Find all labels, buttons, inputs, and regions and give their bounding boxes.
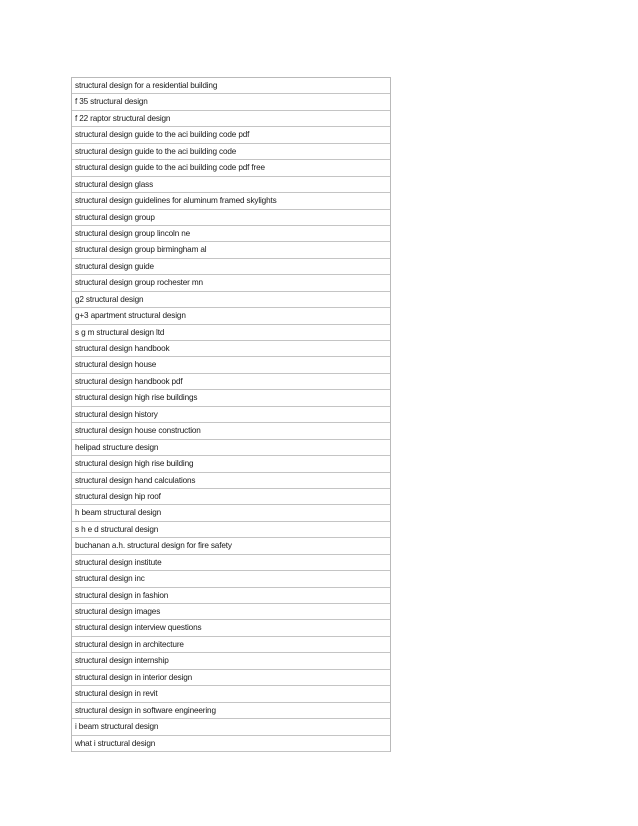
table-row: helipad structure design — [72, 440, 390, 456]
table-row: structural design glass — [72, 177, 390, 193]
table-row: buchanan a.h. structural design for fire safety — [72, 538, 390, 554]
table-row: structural design guide to the aci building code pdf free — [72, 160, 390, 176]
table-row: what i structural design — [72, 736, 390, 752]
table-row: structural design hip roof — [72, 489, 390, 505]
table-row: f 22 raptor structural design — [72, 111, 390, 127]
table-row: structural design inc — [72, 571, 390, 587]
table-row: structural design institute — [72, 555, 390, 571]
table-row: structural design in architecture — [72, 637, 390, 653]
table-row: structural design in fashion — [72, 588, 390, 604]
table-row: structural design guide to the aci building code pdf — [72, 127, 390, 143]
table-row: structural design group lincoln ne — [72, 226, 390, 242]
table-row: structural design high rise building — [72, 456, 390, 472]
table-row: structural design in software engineering — [72, 703, 390, 719]
table-row: structural design history — [72, 407, 390, 423]
table-row: structural design for a residential building — [72, 78, 390, 94]
table-row: structural design in revit — [72, 686, 390, 702]
table-row: f 35 structural design — [72, 94, 390, 110]
table-row: structural design images — [72, 604, 390, 620]
table-row: i beam structural design — [72, 719, 390, 735]
table-row: g2 structural design — [72, 292, 390, 308]
table-row: structural design guidelines for aluminum framed skylights — [72, 193, 390, 209]
table-row: s g m structural design ltd — [72, 325, 390, 341]
keyword-table — [71, 77, 391, 752]
table-row: structural design group — [72, 210, 390, 226]
table-row: structural design house — [72, 357, 390, 373]
table-row: s h e d structural design — [72, 522, 390, 538]
table-row: g+3 apartment structural design — [72, 308, 390, 324]
table-row: structural design guide to the aci building code — [72, 144, 390, 160]
table-row: structural design internship — [72, 653, 390, 669]
table-row: structural design house construction — [72, 423, 390, 439]
table-row: structural design interview questions — [72, 620, 390, 636]
table-row: structural design handbook pdf — [72, 374, 390, 390]
table-row: structural design high rise buildings — [72, 390, 390, 406]
table-row: structural design handbook — [72, 341, 390, 357]
table-row: h beam structural design — [72, 505, 390, 521]
table-row: structural design guide — [72, 259, 390, 275]
table-row: structural design in interior design — [72, 670, 390, 686]
table-row: structural design group birmingham al — [72, 242, 390, 258]
table-row: structural design group rochester mn — [72, 275, 390, 291]
table-row: structural design hand calculations — [72, 473, 390, 489]
